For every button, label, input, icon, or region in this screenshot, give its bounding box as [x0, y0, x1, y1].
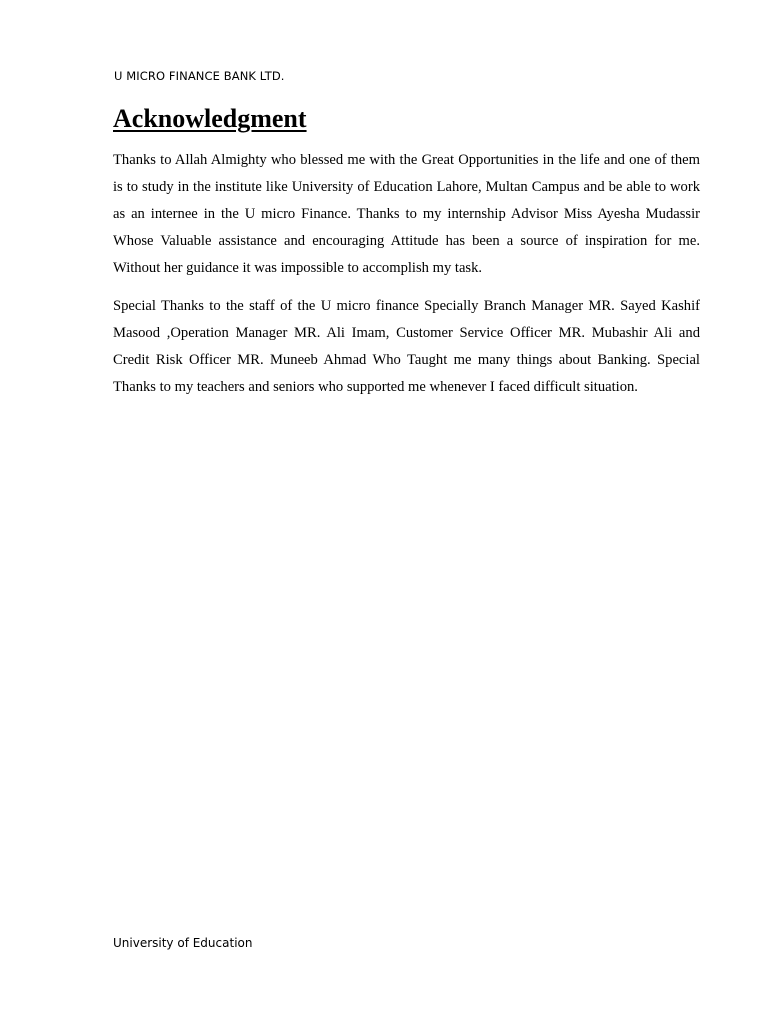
page-title: Acknowledgment [113, 104, 307, 133]
paragraph-1: Thanks to Allah Almighty who blessed me with the Great Opportunities in the life and one of them is to study in the institute like University of Education Lahore, Multan Campus and be able to work as an internee in the U micro Finance. Thanks to my internship Advisor Miss Ayesha Mudassir Whose Valuable assistance and encouraging Attitude has been a source of inspiration for me. Without her guidance it was impossible to accomplish my task. [113, 152, 700, 276]
page-footer: University of Education [113, 936, 253, 950]
page-header: U MICRO FINANCE BANK LTD. [114, 69, 285, 83]
paragraph-2: Special Thanks to the staff of the U micro finance Specially Branch Manager MR. Sayed Kashif Masood ,Operation Manager MR. Ali Imam, Customer Service Officer MR. Mubashir Ali and Credit Risk Officer MR. Muneeb Ahmad Who Taught me many things about Banking. Special Thanks to my teachers and seniors who supported me whenever I faced difficult situation. [113, 298, 700, 395]
